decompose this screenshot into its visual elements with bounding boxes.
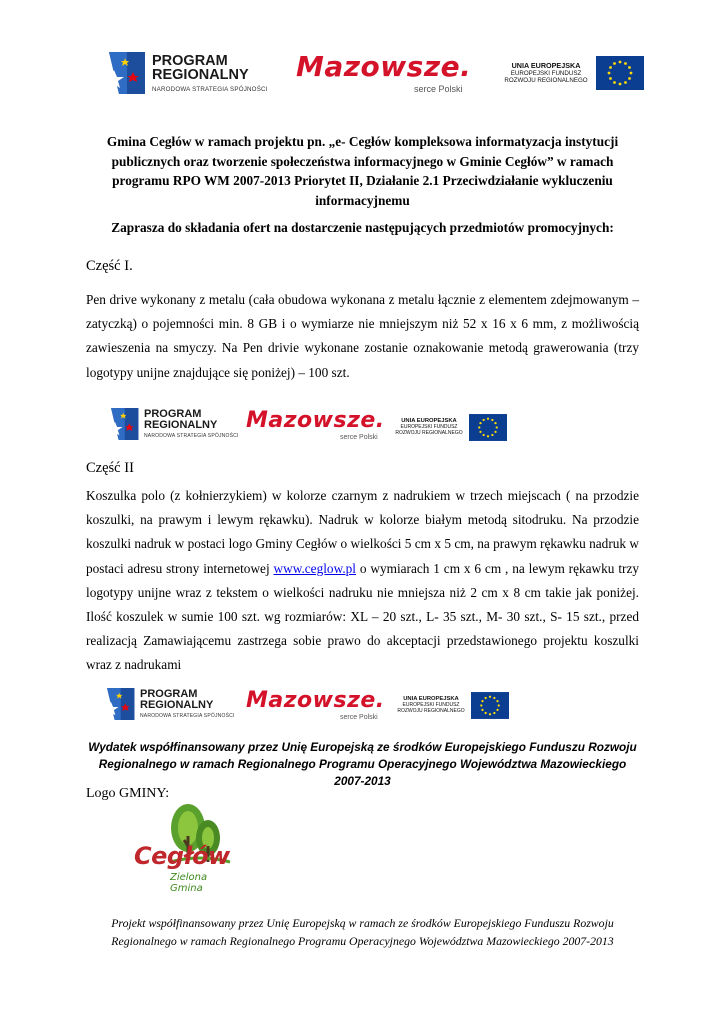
cofinance-note: Wydatek współfinansowany przez Unię Europejską ze środków Europejskiego Funduszu Rozwoju Regionalnego w ramach Regionalnego Programu Operacyjnego Województwa Mazowieckiego 2007-2013 — [88, 740, 637, 788]
part2-text-end: o wymiarach 1 cm x 6 cm , na lewym rękawku trzy logotypy unijne wraz z tekstem o wielkości nadruku nie mniejsza niż 2 cm x 8 cm takie jak poniżej. Ilość koszulek w sumie 100 szt. wg rozmiarów: XL – 20 szt., L- 35 szt., M- 30 szt., S- 15 szt., przed realizacją Zamawiającemu zastrzega sobie prawo do akceptacji przedstawionego projektu koszulki wraz z nadrukami — [86, 560, 639, 673]
eu-logo — [392, 414, 507, 441]
eu-flag-icon — [471, 692, 509, 719]
eu-line2: EUROPEJSKI FUNDUSZ — [400, 424, 458, 431]
part1-text: Pen drive wykonany z metalu (cała obudowa wykonana z metalu łącznie z elementem zdejmowanym – zatyczką) o pojemności min. 8 GB i o wymiarze nie mniejszym niż 52 x 16 x 6 mm, z możliwością zawieszenia na smyczy. Na Pen drivie wykonane zostanie oznakowanie metodą grawerowania (trzy logotypy unijne znajdujące się poniżej) – 100 szt. — [86, 292, 639, 380]
document-heading: Gmina Cegłów w ramach projektu pn. „e- Cegłów kompleksowa informatyzacja instytucji publicznych oraz tworzenie społeczeństwa informacyjnego w Gminie Cegłów” w ramach programu RPO WM 2007-2013 Priorytet II, Działanie 2.1 Przeciwdziałanie wykluczeniu informacyjnemu — [106, 134, 619, 208]
program-label-line2: REGIONALNY — [152, 67, 249, 83]
mazowsze-logo-text: Mazowsze. — [246, 688, 385, 713]
mazowsze-subtitle: serce Polski — [414, 84, 463, 94]
eu-line2: EUROPEJSKI FUNDUSZ — [402, 702, 460, 709]
program-subtitle: NARODOWA STRATEGIA SPÓJNOŚCI — [152, 85, 268, 93]
website-link[interactable]: www.ceglow.pl — [273, 560, 356, 576]
logo-gminy-label: Logo GMINY: — [86, 786, 170, 801]
program-regionalny-emblem-icon — [108, 406, 140, 442]
eu-line1: UNIA EUROPEJSKA — [403, 696, 459, 703]
eu-flag-icon — [596, 56, 644, 90]
mazowsze-logo-text: Mazowsze. — [246, 408, 385, 433]
eu-line1: UNIA EUROPEJSKA — [511, 60, 581, 70]
program-subtitle: NARODOWA STRATEGIA SPÓJNOŚCI — [144, 433, 239, 439]
mazowsze-subtitle: serce Polski — [340, 434, 378, 441]
eu-line3: ROZWOJU REGIONALNEGO — [395, 429, 463, 436]
part2-label: Część II — [86, 460, 134, 476]
page-footer: Projekt współfinansowany przez Unię Europejską w ramach ze środków Europejskiego Funduszu Rozwoju Regionalnego w ramach Regionalnego Programu Operacyjnego Województwa Mazowieckiego 2007-2013 — [111, 916, 614, 948]
gmina-ceglow-logo — [130, 802, 242, 894]
program-regionalny-emblem-icon — [104, 686, 136, 722]
eu-line2: EUROPEJSKI FUNDUSZ — [510, 70, 582, 78]
invitation-line: Zaprasza do składania ofert na dostarczenie następujących przedmiotów promocyjnych: — [111, 220, 614, 235]
part1-label: Część I. — [86, 258, 133, 274]
part2-text-start: Koszulka polo (z kołnierzykiem) w kolorze czarnym z nadrukiem w trzech miejscach ( na przodzie koszulki, na prawym i lewym rękawku). Nadruk w kolorze białym metodą sitodruku. Na przodzie koszulki nadruk w postaci logo Gminy Cegłów o wielkości 5 cm x 5 cm, na prawym rękawku nadruk w postaci adresu strony internetowej — [86, 488, 639, 576]
part2-text — [86, 484, 639, 678]
program-label-line1: PROGRAM — [144, 408, 202, 420]
program-regionalny-logo — [105, 50, 268, 96]
program-regionalny-logo — [104, 686, 235, 722]
eu-line3: ROZWOJU REGIONALNEGO — [504, 77, 588, 85]
gmina-name: Cegłów — [134, 842, 230, 870]
program-regionalny-logo — [108, 406, 239, 442]
eu-line1: UNIA EUROPEJSKA — [401, 418, 457, 425]
logo-strip-mid-2 — [0, 684, 725, 732]
mazowsze-logo-text: Mazowsze. — [296, 50, 472, 83]
logo-strip-mid-1 — [0, 404, 725, 452]
eu-flag-icon — [469, 414, 507, 441]
program-label-line2: REGIONALNY — [140, 699, 214, 711]
program-label-line1: PROGRAM — [152, 52, 228, 69]
eu-logo — [394, 692, 509, 719]
logo-strip-top — [0, 44, 725, 104]
program-label-line2: REGIONALNY — [144, 419, 218, 431]
mazowsze-subtitle: serce Polski — [340, 714, 378, 721]
gmina-tagline: Zielona Gmina — [170, 872, 208, 894]
program-regionalny-emblem-icon — [105, 50, 147, 96]
program-label-line1: PROGRAM — [140, 688, 198, 700]
program-subtitle: NARODOWA STRATEGIA SPÓJNOŚCI — [140, 713, 235, 719]
eu-logo — [500, 56, 644, 90]
eu-line3: ROZWOJU REGIONALNEGO — [397, 707, 465, 714]
